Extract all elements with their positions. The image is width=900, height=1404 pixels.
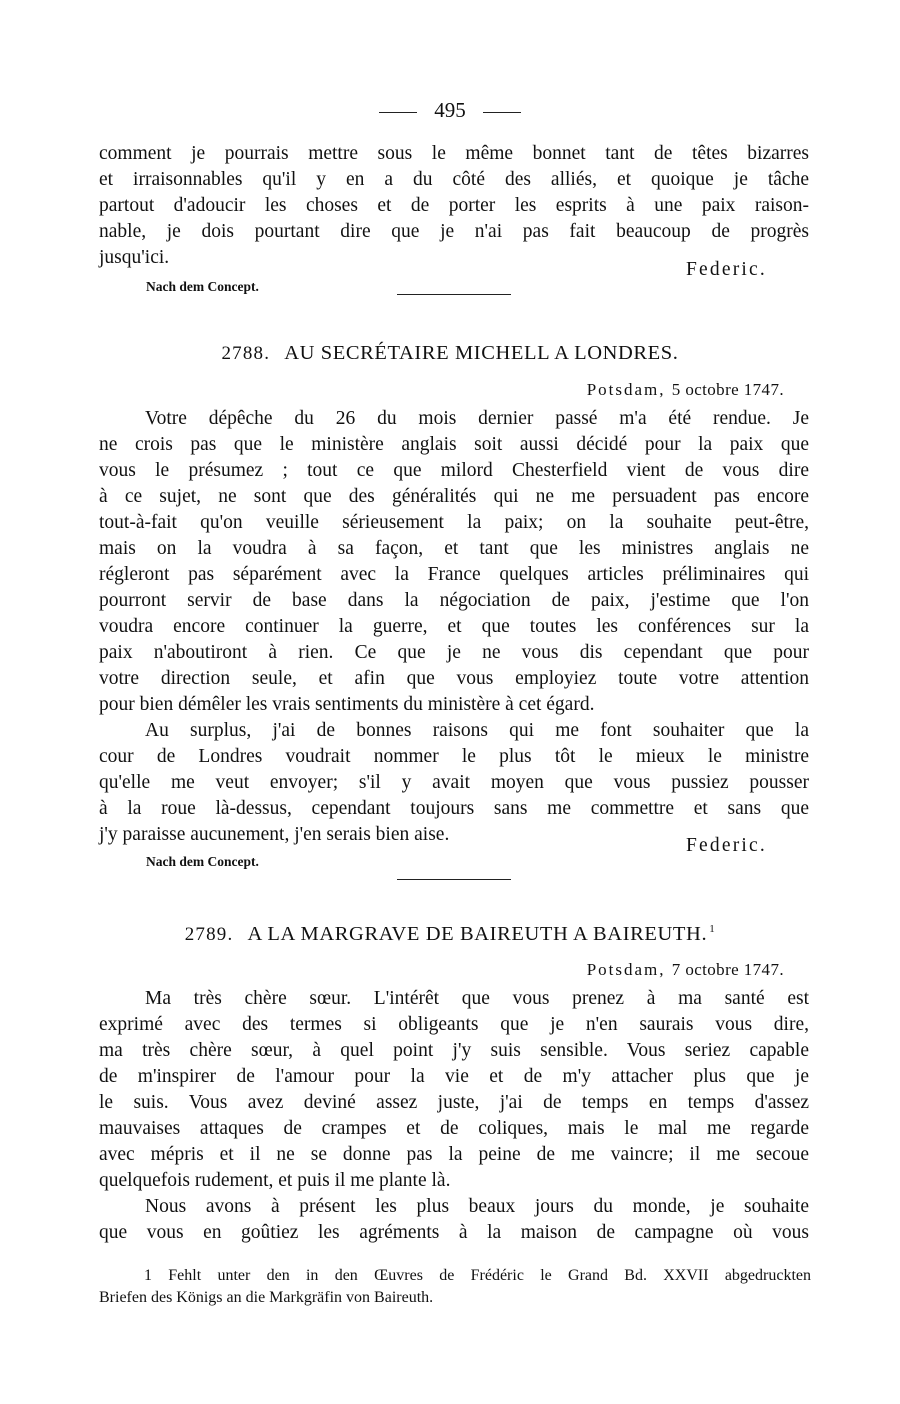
text-line: à ce sujet, ne sont que des généralités qui ne me persuadent pas encore — [99, 486, 809, 507]
footnote-number: 1 — [144, 1267, 152, 1284]
letter-number: 2789. — [184, 924, 234, 945]
text-line: paix n'aboutiront à rien. Ce que je ne vous dis cependant que pour — [99, 642, 809, 663]
dateline — [587, 380, 784, 400]
text-line: vous le présumez ; tout ce que milord Chesterfield vient de vous dire — [99, 460, 809, 481]
letter-title: A LA MARGRAVE DE BAIREUTH A BAIREUTH. — [247, 923, 708, 945]
text-line: tout-à-fait qu'on veuille sérieusement la paix; on la souhaite peut-être, — [99, 512, 809, 533]
text-line: partout d'adoucir les choses et de porter les esprits à une paix raison- — [99, 195, 809, 216]
text-line: quelquefois rudement, et puis il me plante là. — [99, 1170, 451, 1191]
letter-heading — [0, 342, 900, 365]
text-line: à la roue là-dessus, cependant toujours sans me commettre et sans que — [99, 798, 809, 819]
text-line: et irraisonnables qu'il y en a du côté des alliés, et quoique je tâche — [99, 169, 809, 190]
text-line: Ma très chère sœur. L'intérêt que vous prenez à ma santé est — [145, 988, 809, 1009]
letter-paragraph — [99, 1194, 809, 1246]
dateline — [587, 960, 784, 980]
signature: Federic. — [686, 259, 767, 280]
footnote — [99, 1265, 811, 1309]
dateline-date: 7 octobre 1747. — [671, 960, 784, 979]
footnote-text: Fehlt unter den in den Œuvres de Frédéric le Grand Bd. XXVII abgedruckten — [168, 1267, 812, 1284]
text-line: votre direction seule, et afin que vous employiez toute votre attention — [99, 668, 809, 689]
text-line: qu'elle me veut envoyer; s'il y avait moyen que vous pussiez pousser — [99, 772, 809, 793]
text-line: que vous en goûtiez les agréments à la maison de campagne où vous — [99, 1222, 809, 1243]
footnote-line — [99, 1265, 811, 1287]
text-line: Votre dépêche du 26 du mois dernier passé m'a été rendue. Je — [145, 408, 809, 429]
text-line: mais on la voudra à sa façon, et tant que les ministres anglais ne — [99, 538, 809, 559]
text-line: de m'inspirer de l'amour pour la vie et de m'y attacher plus que je — [99, 1066, 809, 1087]
section-divider — [397, 294, 511, 295]
text-line: exprimé avec des termes si obligeants que je n'en saurais vous dire, — [99, 1014, 809, 1035]
text-line: comment je pourrais mettre sous le même bonnet tant de têtes bizarres — [99, 143, 809, 164]
text-line: ma très chère sœur, à quel point j'y suis sensible. Vous seriez capable — [99, 1040, 809, 1061]
text-line: régleront pas séparément avec la France quelques articles préliminaires qui — [99, 564, 809, 585]
text-line: jusqu'ici. — [99, 247, 170, 268]
source-note: Nach dem Concept. — [146, 854, 259, 869]
text-line: j'y paraisse aucunement, j'en serais bien aise. — [99, 824, 450, 845]
text-line: pour bien démêler les vrais sentiments du ministère à cet égard. — [99, 694, 595, 715]
text-line: cour de Londres voudrait nommer le plus tôt le mieux le ministre — [99, 746, 809, 767]
text-line: nable, je dois pourtant dire que je n'ai pas fait beaucoup de progrès — [99, 221, 809, 242]
source-note: Nach dem Concept. — [146, 279, 259, 294]
signature: Federic. — [686, 835, 767, 856]
letter-paragraph — [99, 986, 809, 1194]
text-line: mauvaises attaques de crampes et de coliques, mais le mal me regarde — [99, 1118, 809, 1139]
letter-title: AU SECRÉTAIRE MICHELL A LONDRES. — [284, 342, 679, 364]
page-header — [0, 98, 900, 123]
text-line: Nous avons à présent les plus beaux jours du monde, je souhaite — [145, 1196, 809, 1217]
letter-number: 2788. — [221, 343, 271, 364]
letter-paragraph — [99, 406, 809, 718]
text-line: ne crois pas que le ministère anglais soit aussi décidé pour la paix que — [99, 434, 809, 455]
section-divider — [397, 879, 511, 880]
dateline-place: Potsdam, — [586, 380, 666, 399]
text-line: Au surplus, j'ai de bonnes raisons qui me font souhaiter que la — [145, 720, 809, 741]
continuation-paragraph — [99, 141, 809, 271]
footnote-marker: 1 — [709, 923, 716, 936]
page-number: 495 — [434, 98, 466, 122]
letter-heading — [0, 923, 900, 946]
dateline-place: Potsdam, — [586, 960, 666, 979]
letter-paragraph — [99, 718, 809, 848]
text-line: avec mépris et il ne se donne pas la peine de me vaincre; il me secoue — [99, 1144, 809, 1165]
dateline-date: 5 octobre 1747. — [671, 380, 784, 399]
text-line: voudra encore continuer la guerre, et que toutes les conférences sur la — [99, 616, 809, 637]
header-dash-left — [379, 112, 417, 113]
text-line: le suis. Vous avez deviné assez juste, j'ai de temps en temps d'assez — [99, 1092, 809, 1113]
footnote-line: Briefen des Königs an die Markgräfin von Baireuth. — [99, 1289, 434, 1306]
header-dash-right — [483, 112, 521, 113]
text-line: pourront servir de base dans la négociation de paix, j'estime que l'on — [99, 590, 809, 611]
